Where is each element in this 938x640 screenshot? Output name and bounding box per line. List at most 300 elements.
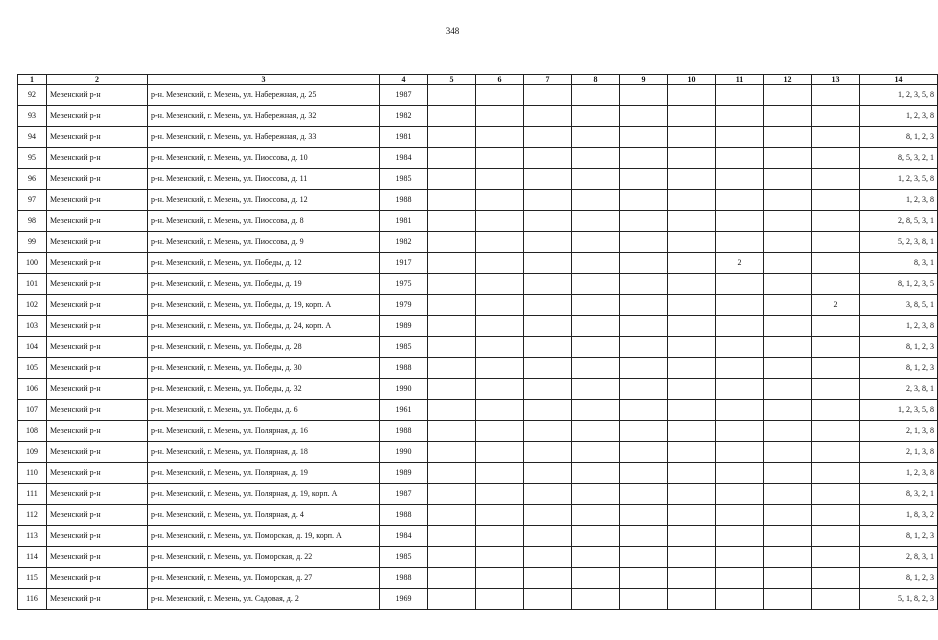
col-12-cell	[764, 358, 812, 379]
district-cell: Мезенский р-н	[47, 421, 148, 442]
codes-cell: 8, 1, 2, 3	[860, 358, 938, 379]
row-number-cell: 103	[18, 316, 47, 337]
row-number-cell: 94	[18, 127, 47, 148]
col-12-cell	[764, 526, 812, 547]
district-cell: Мезенский р-н	[47, 316, 148, 337]
col-11-cell	[716, 148, 764, 169]
row-number-cell: 110	[18, 463, 47, 484]
col-13-cell	[812, 442, 860, 463]
district-cell: Мезенский р-н	[47, 526, 148, 547]
col-10-cell	[668, 274, 716, 295]
col-9-cell	[620, 295, 668, 316]
col-11-cell	[716, 85, 764, 106]
column-header-10: 10	[668, 75, 716, 85]
col-13-cell	[812, 463, 860, 484]
district-cell: Мезенский р-н	[47, 148, 148, 169]
table-row	[18, 421, 938, 442]
table-row	[18, 316, 938, 337]
col-7-cell	[524, 526, 572, 547]
col-8-cell	[572, 232, 620, 253]
table-row	[18, 232, 938, 253]
col-11-cell	[716, 232, 764, 253]
col-12-cell	[764, 463, 812, 484]
column-header-2: 2	[47, 75, 148, 85]
table-row	[18, 400, 938, 421]
table-header	[18, 75, 938, 85]
col-8-cell	[572, 85, 620, 106]
col-12-cell	[764, 148, 812, 169]
col-9-cell	[620, 358, 668, 379]
col-8-cell	[572, 442, 620, 463]
address-cell: р-н. Мезенский, г. Мезень, ул. Победы, д. 32	[148, 379, 380, 400]
row-number-cell: 111	[18, 484, 47, 505]
year-cell: 1988	[380, 190, 428, 211]
col-10-cell	[668, 526, 716, 547]
col-8-cell	[572, 526, 620, 547]
col-7-cell	[524, 547, 572, 568]
col-10-cell	[668, 85, 716, 106]
column-header-5: 5	[428, 75, 476, 85]
col-10-cell	[668, 547, 716, 568]
col-11-cell	[716, 526, 764, 547]
col-5-cell	[428, 169, 476, 190]
column-header-7: 7	[524, 75, 572, 85]
address-cell: р-н. Мезенский, г. Мезень, ул. Победы, д. 12	[148, 253, 380, 274]
col-5-cell	[428, 274, 476, 295]
col-6-cell	[476, 316, 524, 337]
col-8-cell	[572, 358, 620, 379]
row-number-cell: 95	[18, 148, 47, 169]
col-8-cell	[572, 169, 620, 190]
column-header-4: 4	[380, 75, 428, 85]
codes-cell: 1, 2, 3, 5, 8	[860, 169, 938, 190]
address-cell: р-н. Мезенский, г. Мезень, ул. Набережная, д. 33	[148, 127, 380, 148]
col-5-cell	[428, 358, 476, 379]
col-9-cell	[620, 190, 668, 211]
year-cell: 1990	[380, 379, 428, 400]
col-12-cell	[764, 316, 812, 337]
col-11-cell	[716, 295, 764, 316]
col-9-cell	[620, 379, 668, 400]
codes-cell: 8, 1, 2, 3, 5	[860, 274, 938, 295]
col-6-cell	[476, 526, 524, 547]
col-13-cell	[812, 106, 860, 127]
col-12-cell	[764, 547, 812, 568]
address-cell: р-н. Мезенский, г. Мезень, ул. Полярная, д. 16	[148, 421, 380, 442]
col-8-cell	[572, 463, 620, 484]
year-cell: 1985	[380, 337, 428, 358]
col-7-cell	[524, 316, 572, 337]
col-5-cell	[428, 127, 476, 148]
district-cell: Мезенский р-н	[47, 358, 148, 379]
table-row	[18, 358, 938, 379]
district-cell: Мезенский р-н	[47, 484, 148, 505]
col-12-cell	[764, 484, 812, 505]
address-cell: р-н. Мезенский, г. Мезень, ул. Пиоссова, д. 10	[148, 148, 380, 169]
col-6-cell	[476, 169, 524, 190]
col-7-cell	[524, 127, 572, 148]
address-cell: р-н. Мезенский, г. Мезень, ул. Пиоссова, д. 9	[148, 232, 380, 253]
col-10-cell	[668, 169, 716, 190]
table-row	[18, 568, 938, 589]
column-header-3: 3	[148, 75, 380, 85]
row-number-cell: 96	[18, 169, 47, 190]
col-7-cell	[524, 463, 572, 484]
year-cell: 1961	[380, 400, 428, 421]
codes-cell: 3, 8, 5, 1	[860, 295, 938, 316]
row-number-cell: 106	[18, 379, 47, 400]
district-cell: Мезенский р-н	[47, 400, 148, 421]
row-number-cell: 113	[18, 526, 47, 547]
col-7-cell	[524, 400, 572, 421]
address-cell: р-н. Мезенский, г. Мезень, ул. Пиоссова, д. 12	[148, 190, 380, 211]
col-9-cell	[620, 232, 668, 253]
col-12-cell	[764, 295, 812, 316]
district-cell: Мезенский р-н	[47, 169, 148, 190]
col-11-cell	[716, 190, 764, 211]
col-6-cell	[476, 442, 524, 463]
codes-cell: 8, 1, 2, 3	[860, 526, 938, 547]
row-number-cell: 112	[18, 505, 47, 526]
col-12-cell	[764, 337, 812, 358]
table-row	[18, 484, 938, 505]
col-13-cell	[812, 547, 860, 568]
col-6-cell	[476, 253, 524, 274]
col-9-cell	[620, 148, 668, 169]
col-13-cell	[812, 337, 860, 358]
col-12-cell	[764, 274, 812, 295]
col-7-cell	[524, 358, 572, 379]
col-8-cell	[572, 190, 620, 211]
address-cell: р-н. Мезенский, г. Мезень, ул. Полярная, д. 4	[148, 505, 380, 526]
col-12-cell	[764, 505, 812, 526]
year-cell: 1984	[380, 526, 428, 547]
column-header-12: 12	[764, 75, 812, 85]
column-header-9: 9	[620, 75, 668, 85]
col-8-cell	[572, 148, 620, 169]
col-6-cell	[476, 505, 524, 526]
col-11-cell	[716, 421, 764, 442]
col-8-cell	[572, 379, 620, 400]
col-11-cell	[716, 274, 764, 295]
col-5-cell	[428, 568, 476, 589]
col-10-cell	[668, 379, 716, 400]
col-7-cell	[524, 148, 572, 169]
district-cell: Мезенский р-н	[47, 190, 148, 211]
col-10-cell	[668, 106, 716, 127]
col-10-cell	[668, 253, 716, 274]
col-12-cell	[764, 442, 812, 463]
codes-cell: 2, 8, 5, 3, 1	[860, 211, 938, 232]
row-number-cell: 97	[18, 190, 47, 211]
col-11-cell	[716, 463, 764, 484]
col-13-cell	[812, 421, 860, 442]
year-cell: 1982	[380, 232, 428, 253]
col-8-cell	[572, 589, 620, 610]
col-13-cell	[812, 253, 860, 274]
col-6-cell	[476, 274, 524, 295]
col-10-cell	[668, 505, 716, 526]
col-11-cell	[716, 106, 764, 127]
table-row	[18, 547, 938, 568]
col-6-cell	[476, 106, 524, 127]
row-number-cell: 107	[18, 400, 47, 421]
col-13-cell	[812, 589, 860, 610]
col-10-cell	[668, 232, 716, 253]
col-7-cell	[524, 106, 572, 127]
codes-cell: 5, 2, 3, 8, 1	[860, 232, 938, 253]
address-cell: р-н. Мезенский, г. Мезень, ул. Победы, д. 6	[148, 400, 380, 421]
col-13-cell	[812, 274, 860, 295]
col-7-cell	[524, 190, 572, 211]
district-cell: Мезенский р-н	[47, 85, 148, 106]
col-7-cell	[524, 337, 572, 358]
col-10-cell	[668, 148, 716, 169]
codes-cell: 1, 2, 3, 5, 8	[860, 400, 938, 421]
header-row	[18, 75, 938, 85]
district-cell: Мезенский р-н	[47, 274, 148, 295]
col-9-cell	[620, 211, 668, 232]
table-row	[18, 463, 938, 484]
col-5-cell	[428, 526, 476, 547]
col-6-cell	[476, 358, 524, 379]
col-6-cell	[476, 232, 524, 253]
table-row	[18, 127, 938, 148]
col-9-cell	[620, 316, 668, 337]
col-5-cell	[428, 148, 476, 169]
table-row	[18, 190, 938, 211]
data-table	[17, 74, 938, 610]
col-12-cell	[764, 106, 812, 127]
codes-cell: 8, 1, 2, 3	[860, 337, 938, 358]
col-13-cell	[812, 400, 860, 421]
col-11-cell	[716, 505, 764, 526]
row-number-cell: 101	[18, 274, 47, 295]
col-7-cell	[524, 211, 572, 232]
table-row	[18, 253, 938, 274]
col-11-cell	[716, 169, 764, 190]
col-10-cell	[668, 463, 716, 484]
col-13-cell	[812, 505, 860, 526]
address-cell: р-н. Мезенский, г. Мезень, ул. Поморская, д. 27	[148, 568, 380, 589]
row-number-cell: 105	[18, 358, 47, 379]
year-cell: 1981	[380, 127, 428, 148]
col-11-cell	[716, 358, 764, 379]
col-10-cell	[668, 337, 716, 358]
district-cell: Мезенский р-н	[47, 295, 148, 316]
col-10-cell	[668, 190, 716, 211]
col-9-cell	[620, 85, 668, 106]
column-header-8: 8	[572, 75, 620, 85]
col-10-cell	[668, 484, 716, 505]
table-row	[18, 379, 938, 400]
col-9-cell	[620, 421, 668, 442]
col-5-cell	[428, 547, 476, 568]
col-10-cell	[668, 358, 716, 379]
row-number-cell: 109	[18, 442, 47, 463]
col-9-cell	[620, 106, 668, 127]
col-12-cell	[764, 400, 812, 421]
col-6-cell	[476, 379, 524, 400]
district-cell: Мезенский р-н	[47, 127, 148, 148]
district-cell: Мезенский р-н	[47, 379, 148, 400]
col-5-cell	[428, 589, 476, 610]
row-number-cell: 99	[18, 232, 47, 253]
col-9-cell	[620, 127, 668, 148]
address-cell: р-н. Мезенский, г. Мезень, ул. Победы, д. 19	[148, 274, 380, 295]
col-6-cell	[476, 484, 524, 505]
table-row	[18, 85, 938, 106]
col-11-cell	[716, 547, 764, 568]
address-cell: р-н. Мезенский, г. Мезень, ул. Пиоссова, д. 8	[148, 211, 380, 232]
address-cell: р-н. Мезенский, г. Мезень, ул. Победы, д. 30	[148, 358, 380, 379]
col-11-cell	[716, 211, 764, 232]
table-row	[18, 295, 938, 316]
address-cell: р-н. Мезенский, г. Мезень, ул. Полярная, д. 18	[148, 442, 380, 463]
row-number-cell: 100	[18, 253, 47, 274]
col-7-cell	[524, 253, 572, 274]
col-11-cell	[716, 442, 764, 463]
col-12-cell	[764, 421, 812, 442]
codes-cell: 8, 1, 2, 3	[860, 568, 938, 589]
col-9-cell	[620, 484, 668, 505]
col-13-cell	[812, 526, 860, 547]
district-cell: Мезенский р-н	[47, 337, 148, 358]
col-9-cell	[620, 400, 668, 421]
col-10-cell	[668, 568, 716, 589]
col-8-cell	[572, 274, 620, 295]
col-5-cell	[428, 421, 476, 442]
col-5-cell	[428, 253, 476, 274]
col-6-cell	[476, 421, 524, 442]
col-11-cell	[716, 589, 764, 610]
col-11-cell: 2	[716, 253, 764, 274]
col-7-cell	[524, 589, 572, 610]
col-12-cell	[764, 253, 812, 274]
table-row	[18, 442, 938, 463]
table-row	[18, 526, 938, 547]
row-number-cell: 114	[18, 547, 47, 568]
col-13-cell	[812, 568, 860, 589]
col-5-cell	[428, 85, 476, 106]
col-5-cell	[428, 295, 476, 316]
col-7-cell	[524, 421, 572, 442]
table-row	[18, 148, 938, 169]
col-9-cell	[620, 547, 668, 568]
col-8-cell	[572, 484, 620, 505]
address-cell: р-н. Мезенский, г. Мезень, ул. Набережная, д. 25	[148, 85, 380, 106]
year-cell: 1917	[380, 253, 428, 274]
col-6-cell	[476, 148, 524, 169]
col-11-cell	[716, 484, 764, 505]
col-6-cell	[476, 568, 524, 589]
address-cell: р-н. Мезенский, г. Мезень, ул. Победы, д. 28	[148, 337, 380, 358]
year-cell: 1987	[380, 484, 428, 505]
table-row	[18, 589, 938, 610]
table-body	[18, 85, 938, 610]
col-5-cell	[428, 211, 476, 232]
col-5-cell	[428, 484, 476, 505]
col-5-cell	[428, 442, 476, 463]
col-13-cell	[812, 127, 860, 148]
col-13-cell	[812, 169, 860, 190]
district-cell: Мезенский р-н	[47, 211, 148, 232]
col-8-cell	[572, 400, 620, 421]
year-cell: 1988	[380, 505, 428, 526]
district-cell: Мезенский р-н	[47, 442, 148, 463]
codes-cell: 8, 3, 1	[860, 253, 938, 274]
year-cell: 1985	[380, 547, 428, 568]
col-8-cell	[572, 253, 620, 274]
row-number-cell: 98	[18, 211, 47, 232]
col-10-cell	[668, 127, 716, 148]
col-11-cell	[716, 379, 764, 400]
col-9-cell	[620, 274, 668, 295]
table-row	[18, 211, 938, 232]
col-12-cell	[764, 85, 812, 106]
col-7-cell	[524, 379, 572, 400]
year-cell: 1969	[380, 589, 428, 610]
col-8-cell	[572, 337, 620, 358]
district-cell: Мезенский р-н	[47, 547, 148, 568]
col-13-cell	[812, 379, 860, 400]
col-6-cell	[476, 463, 524, 484]
col-13-cell	[812, 211, 860, 232]
col-11-cell	[716, 400, 764, 421]
col-8-cell	[572, 316, 620, 337]
col-13-cell	[812, 358, 860, 379]
column-header-1: 1	[18, 75, 47, 85]
col-10-cell	[668, 316, 716, 337]
codes-cell: 5, 1, 8, 2, 3	[860, 589, 938, 610]
col-10-cell	[668, 589, 716, 610]
codes-cell: 2, 1, 3, 8	[860, 442, 938, 463]
col-9-cell	[620, 568, 668, 589]
district-cell: Мезенский р-н	[47, 568, 148, 589]
col-13-cell	[812, 484, 860, 505]
col-11-cell	[716, 316, 764, 337]
col-13-cell	[812, 316, 860, 337]
col-10-cell	[668, 400, 716, 421]
codes-cell: 1, 2, 3, 8	[860, 190, 938, 211]
col-5-cell	[428, 505, 476, 526]
col-9-cell	[620, 337, 668, 358]
col-6-cell	[476, 211, 524, 232]
col-5-cell	[428, 316, 476, 337]
col-5-cell	[428, 337, 476, 358]
col-7-cell	[524, 232, 572, 253]
address-cell: р-н. Мезенский, г. Мезень, ул. Победы, д. 19, корп. А	[148, 295, 380, 316]
year-cell: 1982	[380, 106, 428, 127]
year-cell: 1987	[380, 85, 428, 106]
col-7-cell	[524, 85, 572, 106]
year-cell: 1984	[380, 148, 428, 169]
row-number-cell: 93	[18, 106, 47, 127]
page-number: 348	[445, 26, 460, 36]
row-number-cell: 108	[18, 421, 47, 442]
col-13-cell	[812, 232, 860, 253]
col-8-cell	[572, 421, 620, 442]
codes-cell: 1, 8, 3, 2	[860, 505, 938, 526]
col-13-cell	[812, 85, 860, 106]
col-9-cell	[620, 442, 668, 463]
codes-cell: 8, 3, 2, 1	[860, 484, 938, 505]
col-11-cell	[716, 127, 764, 148]
col-6-cell	[476, 295, 524, 316]
row-number-cell: 102	[18, 295, 47, 316]
codes-cell: 1, 2, 3, 8	[860, 463, 938, 484]
address-cell: р-н. Мезенский, г. Мезень, ул. Поморская, д. 22	[148, 547, 380, 568]
